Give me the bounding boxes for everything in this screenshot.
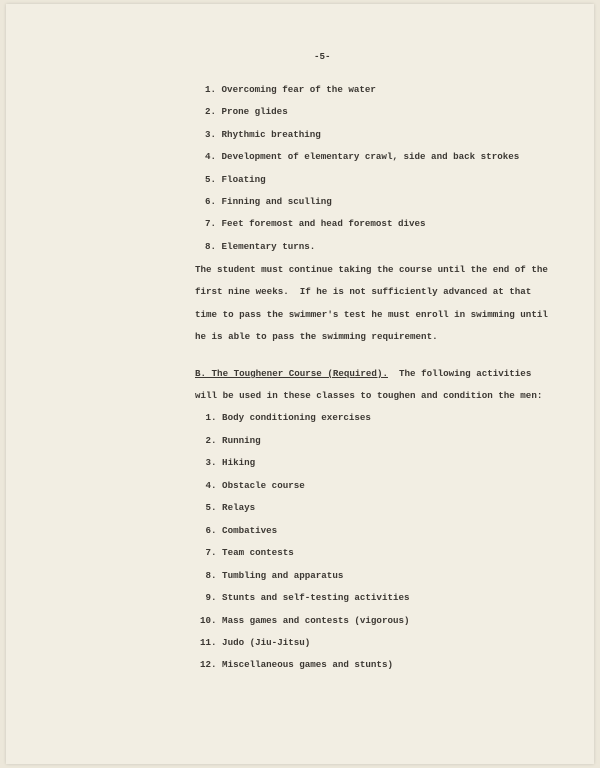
list-item: 5. Relays (200, 502, 256, 513)
list-item: 10. Mass games and contests (vigorous) (200, 615, 410, 626)
list-item: 11. Judo (Jiu-Jitsu) (200, 637, 311, 648)
list-item: 7. Team contests (200, 547, 294, 558)
list-item: 9. Stunts and self-testing activities (200, 592, 410, 603)
list-item: 8. Elementary turns. (205, 241, 316, 252)
section-b-intro (195, 363, 531, 385)
list-item: 4. Development of elementary crawl, side and back strokes (205, 151, 520, 162)
list-item: 4. Obstacle course (200, 480, 305, 491)
list-item: 5. Floating (205, 174, 266, 185)
paragraph-line: The student must continue taking the course until the end of the (195, 264, 548, 275)
list-item: 3. Rhythmic breathing (205, 129, 321, 140)
list-item: 12. Miscellaneous games and stunts) (200, 659, 393, 670)
list-item: 1. Overcoming fear of the water (205, 84, 376, 95)
list-item: 8. Tumbling and apparatus (200, 570, 344, 581)
paragraph-line: first nine weeks. If he is not sufficiently advanced at that (195, 286, 532, 297)
section-b-intro-text: The following activities (387, 368, 532, 379)
section-b-heading: B. The Toughener Course (Required). (195, 368, 388, 379)
list-item: 7. Feet foremost and head foremost dives (205, 218, 426, 229)
paragraph-line: time to pass the swimmer's test he must enroll in swimming until (195, 309, 548, 320)
list-item: 3. Hiking (200, 457, 256, 468)
list-item: 6. Combatives (200, 525, 278, 536)
section-b-intro-line2: will be used in these classes to toughen and condition the men: (195, 390, 543, 401)
list-item: 1. Body conditioning exercises (200, 412, 371, 423)
list-item: 2. Prone glides (205, 106, 288, 117)
paragraph-line: he is able to pass the swimming requirement. (195, 331, 438, 342)
page-number: -5- (314, 51, 331, 62)
list-item: 6. Finning and sculling (205, 196, 332, 207)
list-item: 2. Running (200, 435, 261, 446)
